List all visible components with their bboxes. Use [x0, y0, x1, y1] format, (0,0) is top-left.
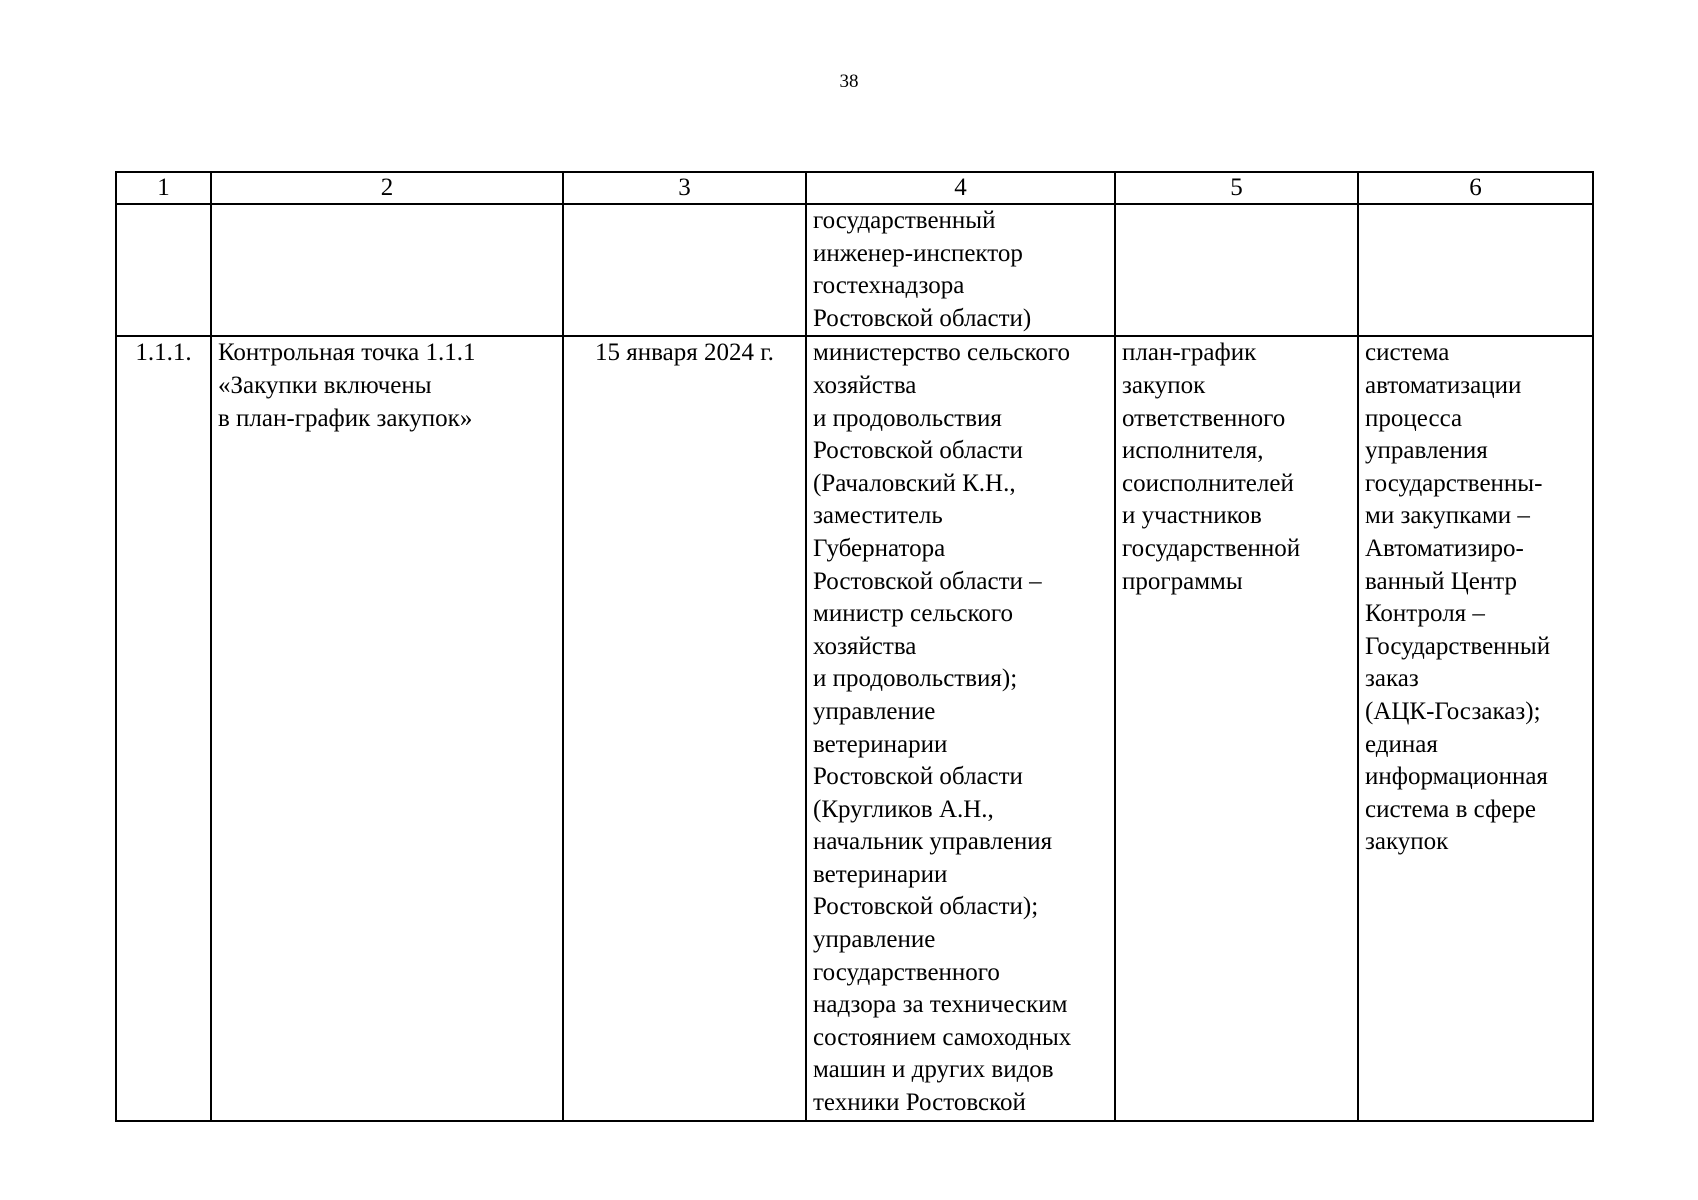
text-line: состоянием самоходных [813, 1023, 1072, 1051]
text-line: управление [813, 697, 936, 725]
text-line: Губернатора [813, 534, 946, 562]
text-line: процесса [1365, 404, 1463, 432]
text-line: машин и других видов [813, 1056, 1054, 1084]
text-line: информационная [1365, 763, 1548, 791]
text-line: ответственного [1122, 404, 1286, 432]
text-line: государственны- [1365, 469, 1543, 497]
text-line: закупок [1122, 371, 1206, 399]
text-line: соисполнителей [1122, 469, 1294, 497]
text-line: Государственный [1365, 632, 1551, 660]
text-line: ветеринарии [813, 730, 948, 758]
row-system [1358, 336, 1593, 1121]
text-line: заместитель [813, 502, 943, 530]
cont-cell-document [1115, 204, 1358, 336]
text-line: хозяйства [813, 371, 917, 399]
header-col-3: 3 [563, 172, 806, 204]
text-line: единая [1365, 730, 1438, 758]
header-row [116, 172, 1593, 204]
text-line: заказ [1365, 665, 1419, 693]
cont-cell-name [211, 204, 563, 336]
header-col-5: 5 [1115, 172, 1358, 204]
text-line: план-график [1122, 339, 1257, 367]
text-line: автоматизации [1365, 371, 1522, 399]
text-line: министр сельского [813, 600, 1014, 628]
text-line: гостехнадзора [813, 272, 965, 300]
header-col-2: 2 [211, 172, 563, 204]
text-line: ванный Центр [1365, 567, 1518, 595]
row-number: 1.1.1. [116, 336, 211, 1121]
text-line: (Кругликов А.Н., [813, 795, 994, 823]
text-line: управление [813, 926, 936, 954]
text-line: Ростовской области); [813, 893, 1039, 921]
text-line: и продовольствия); [813, 665, 1018, 693]
text-line: Ростовской области) [813, 304, 1032, 332]
text-line: государственной [1122, 534, 1301, 562]
text-line: Ростовской области – [813, 567, 1042, 595]
text-line: «Закупки включены [218, 371, 432, 399]
text-line: в план-график закупок» [218, 404, 473, 432]
text-line: (Рачаловский К.Н., [813, 469, 1016, 497]
text-line: Ростовской области [813, 763, 1023, 791]
continuation-row [116, 204, 1593, 336]
row-document [1115, 336, 1358, 1121]
row-name [211, 336, 563, 1121]
text-line: программы [1122, 567, 1243, 595]
text-line: начальник управления [813, 828, 1053, 856]
text-line: (АЦК-Госзаказ); [1365, 697, 1541, 725]
cont-cell-system [1358, 204, 1593, 336]
table-row [116, 336, 1593, 1121]
text-line: Ростовской области [813, 437, 1023, 465]
row-date: 15 января 2024 г. [563, 336, 806, 1121]
text-line: система в сфере [1365, 795, 1536, 823]
cont-cell-responsible [806, 204, 1115, 336]
text-line: Автоматизиро- [1365, 534, 1524, 562]
text-line: управления [1365, 437, 1488, 465]
text-line: Контроля – [1365, 600, 1485, 628]
header-col-4: 4 [806, 172, 1115, 204]
cont-cell-number [116, 204, 211, 336]
page-number: 38 [839, 71, 859, 92]
text-line: государственный [813, 207, 996, 234]
header-col-1: 1 [116, 172, 211, 204]
text-line: закупок [1365, 828, 1449, 856]
text-line: и продовольствия [813, 404, 1002, 432]
text-line: система [1365, 339, 1450, 367]
text-line: надзора за техническим [813, 991, 1068, 1019]
header-col-6: 6 [1358, 172, 1593, 204]
text-line: ветеринарии [813, 860, 948, 888]
text-line: Контрольная точка 1.1.1 [218, 339, 476, 367]
text-line: ми закупками – [1365, 502, 1530, 530]
text-line: исполнителя, [1122, 437, 1264, 465]
text-line: министерство сельского [813, 339, 1070, 367]
text-line: техники Ростовской [813, 1089, 1026, 1117]
row-responsible [806, 336, 1115, 1121]
text-line: инженер-инспектор [813, 239, 1023, 267]
text-line: государственного [813, 958, 1000, 986]
cont-cell-date [563, 204, 806, 336]
plan-table [115, 171, 1594, 1122]
text-line: хозяйства [813, 632, 917, 660]
text-line: и участников [1122, 502, 1262, 530]
